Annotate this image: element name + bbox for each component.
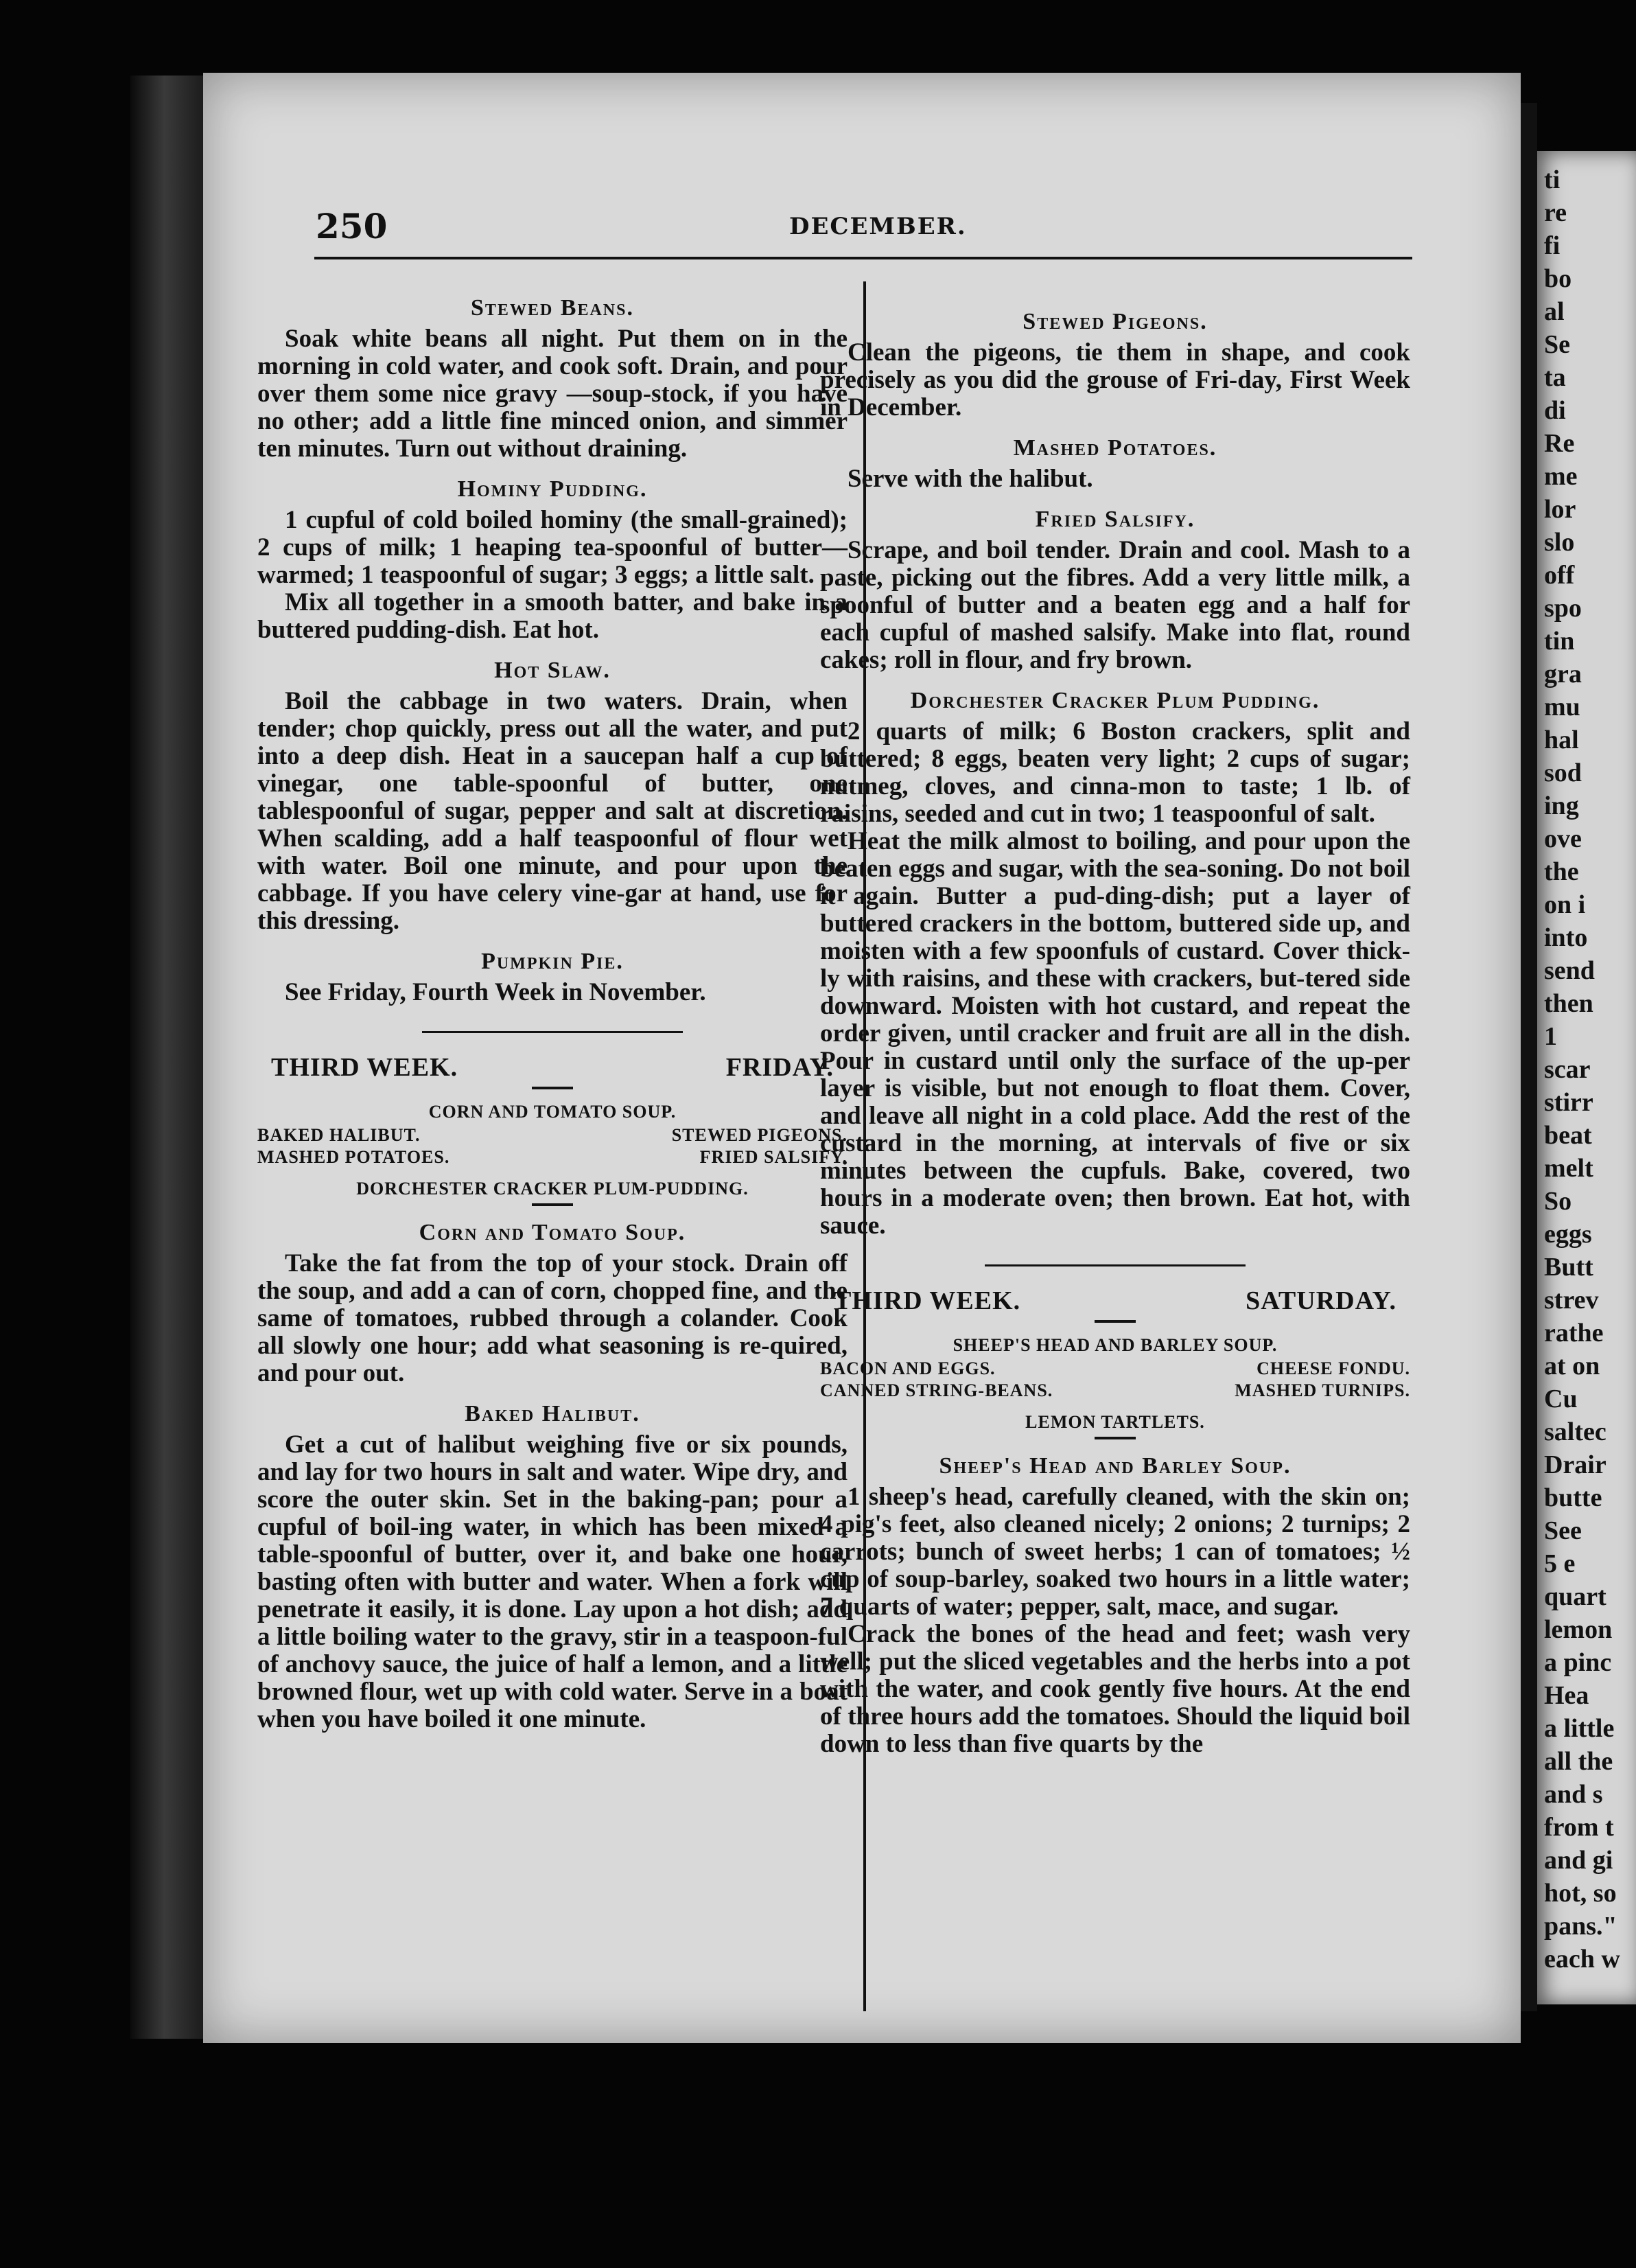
page-fragment-text: on i <box>1544 890 1586 919</box>
page-fragment-text: di <box>1544 396 1566 425</box>
menu-item: FRIED SALSIFY. <box>699 1147 848 1167</box>
book-binding <box>130 76 206 2039</box>
short-divider <box>532 1203 573 1206</box>
recipe-title: Pumpkin Pie. <box>481 949 624 974</box>
recipe-text: Heat the milk almost to boiling, and pour upon the beaten eggs and sugar, with the sea-soning. Do not boil it again. Butter a pud-ding-dish; put a layer of buttered crackers in the bottom, buttered side up, and moisten with a few spoonfuls of custard. Cover thick-ly with raisins, and these with crackers, but-tered side downward. Moisten with hot custard, and repeat the order given, until cracker and fruit are all in the dish. Pour in custard until only the surface of the up-per layer is visible, but not enough to float them. Cover, and leave all night in a cold place. Add the rest of the custard in the morning, at intervals of five or six minutes between the cupfuls. Bake, covered, two hours in a moderate oven; then brown. Eat hot, with sauce. <box>820 827 1410 1240</box>
page-fragment-text: quart <box>1544 1582 1606 1611</box>
page-fragment-text: ing <box>1544 791 1579 820</box>
menu-item: MASHED TURNIPS. <box>1235 1380 1410 1400</box>
recipe-title: Hominy Pudding. <box>457 476 648 502</box>
right-column <box>820 295 1410 1758</box>
section-divider <box>422 1031 683 1033</box>
page-fragment-text: eggs <box>1544 1220 1592 1249</box>
recipe-text: Mix all together in a smooth batter, and bake in a buttered pudding-dish. Eat hot. <box>257 588 848 644</box>
page-fragment-text: bo <box>1544 264 1572 293</box>
menu-item: LEMON TARTLETS. <box>1025 1412 1205 1432</box>
page-fragment-text: So <box>1544 1187 1572 1216</box>
page-fragment-text: rathe <box>1544 1319 1604 1347</box>
running-title: DECEMBER. <box>789 213 967 240</box>
page-fragment-text: See <box>1544 1516 1582 1545</box>
menu-item: BACON AND EGGS. <box>820 1358 996 1378</box>
page-fragment-text: Butt <box>1544 1253 1593 1282</box>
page-fragment-text: butte <box>1544 1483 1602 1512</box>
recipe-text: Serve with the halibut. <box>848 465 1093 493</box>
week-label: THIRD WEEK. <box>271 1053 458 1082</box>
page-fragment-text: 1 <box>1544 1022 1557 1051</box>
page-fragment-text: Cu <box>1544 1385 1578 1413</box>
page-fragment-text: me <box>1544 462 1578 491</box>
page-fragment-text: melt <box>1544 1154 1593 1183</box>
page-fragment-text: the <box>1544 857 1579 886</box>
page-fragment-text: hal <box>1544 726 1579 754</box>
page-fragment-text: into <box>1544 923 1588 952</box>
recipe-title: Stewed Pigeons. <box>1022 309 1208 334</box>
recipe-text: Take the fat from the top of your stock. Drain off the soup, and add a can of corn, chopped fine, and the same of tomatoes, rubbed through a colander. Cook all slowly one hour; add what seasoning is re-quired, and pour out. <box>257 1249 848 1387</box>
day-menu <box>820 1335 1410 1401</box>
short-divider <box>532 1087 573 1089</box>
page-fragment-text: fi <box>1544 231 1561 260</box>
page-fragment-text: each w <box>1544 1945 1620 1974</box>
short-divider <box>1095 1320 1136 1323</box>
menu-item: CHEESE FONDU. <box>1257 1358 1410 1378</box>
recipe-title: Baked Halibut. <box>465 1401 640 1426</box>
page-fragment-text: 5 e <box>1544 1549 1576 1578</box>
recipe-text: Scrape, and boil tender. Drain and cool. Mash to a paste, picking out the fibres. Add a very little milk, a spoonful of butter and a beaten egg and a half for each cupful of mashed salsify. Make into flat, round cakes; roll in flour, and fry brown. <box>820 536 1410 674</box>
page-fragment-text: send <box>1544 956 1595 985</box>
page-fragment-text: saltec <box>1544 1418 1606 1446</box>
recipe-title: Fried Salsify. <box>1035 507 1195 532</box>
page-fragment-text: all the <box>1544 1747 1613 1776</box>
page-fragment-text: ta <box>1544 363 1566 392</box>
week-label: THIRD WEEK. <box>834 1286 1021 1315</box>
page-fragment-text: at on <box>1544 1352 1600 1380</box>
page-fragment-text: Hea <box>1544 1681 1589 1710</box>
page-fragment-text: pans." <box>1544 1912 1617 1941</box>
menu-item: STEWED PIGEONS. <box>671 1125 848 1145</box>
left-column <box>257 281 848 1733</box>
menu-item: SHEEP'S HEAD AND BARLEY SOUP. <box>953 1335 1278 1355</box>
recipe-title: Stewed Beans. <box>471 295 634 321</box>
menu-item: MASHED POTATOES. <box>257 1147 450 1167</box>
page-fragment-text: lor <box>1544 495 1576 524</box>
menu-item: CORN AND TOMATO SOUP. <box>428 1102 677 1122</box>
page-fragment-text: spo <box>1544 594 1582 623</box>
recipe-title: Hot Slaw. <box>494 658 611 683</box>
page-fragment-text: a pinc <box>1544 1648 1612 1677</box>
page-fragment-text: stirr <box>1544 1088 1593 1117</box>
running-head <box>316 206 1414 247</box>
page-fragment-text: then <box>1544 989 1593 1018</box>
recipe-text: Soak white beans all night. Put them on in the morning in cold water, and cook soft. Drain, and pour over them some nice gravy —soup-stock, if you have no other; add a little fine minced onion, and simmer ten minutes. Turn out without draining. <box>257 325 848 463</box>
page-fragment-text: al <box>1544 297 1565 326</box>
recipe-text: 2 quarts of milk; 6 Boston crackers, split and buttered; 8 eggs, beaten very light; 2 cups of sugar; nutmeg, cloves, and cinna-mon to taste; 1 lb. of raisins, seeded and cut in two; 1 teaspoonful of salt. <box>820 717 1410 828</box>
week-heading <box>834 1286 1397 1316</box>
recipe-title: Sheep's Head and Barley Soup. <box>939 1453 1292 1479</box>
page-fragment-text: re <box>1544 198 1567 227</box>
week-day: SATURDAY. <box>1246 1286 1397 1315</box>
page-fragment-text: and s <box>1544 1780 1603 1809</box>
page-fragment-text: scar <box>1544 1055 1591 1084</box>
recipe-text: See Friday, Fourth Week in November. <box>285 978 706 1006</box>
page-fragment-text: lemon <box>1544 1615 1613 1644</box>
adjacent-page-fragment <box>1537 151 1636 2004</box>
page-fragment-text: mu <box>1544 693 1580 721</box>
header-rule <box>314 257 1412 259</box>
recipe-text: Crack the bones of the head and feet; wash very well; put the sliced vegetables and the herbs into a pot with the water, and cook gently five hours. At the end of three hours add the tomatoes. Should the liquid boil down to less than five quarts by the <box>820 1620 1410 1758</box>
page-fragment-text: from t <box>1544 1813 1614 1842</box>
page-fragment-text: ti <box>1544 165 1561 194</box>
recipe-title: Dorchester Cracker Plum Pudding. <box>910 688 1320 713</box>
page-fragment-text: and gi <box>1544 1846 1613 1875</box>
page-fragment-text: ove <box>1544 824 1582 853</box>
page-fragment-text: a little <box>1544 1714 1615 1743</box>
section-divider <box>985 1264 1246 1266</box>
page-fragment-text: Se <box>1544 330 1570 359</box>
week-day: FRIDAY. <box>725 1053 834 1082</box>
recipe-text: Boil the cabbage in two waters. Drain, when tender; chop quickly, press out all the water, and put into a deep dish. Heat in a saucepan half a cup of vinegar, one table-spoonful of butter, one tablespoonful of sugar, pepper and salt at discretion. When scalding, add a half teaspoonful of flour wet with water. Boil one minute, and pour upon the cabbage. If you have celery vine-gar at hand, use for this dressing. <box>257 687 848 935</box>
recipe-text: 1 sheep's head, carefully cleaned, with the skin on; 4 pig's feet, also cleaned nicely; 2 onions; 2 turnips; 2 carrots; bunch of sweet herbs; 1 can of tomatoes; ½ cup of soup-barley, soaked two hours in a little water; 7 quarts of water; pepper, salt, mace, and sugar. <box>820 1483 1410 1621</box>
short-divider <box>1095 1437 1136 1439</box>
page-fragment-text: hot, so <box>1544 1879 1617 1908</box>
page-fragment-text: beat <box>1544 1121 1592 1150</box>
recipe-text: Get a cut of halibut weighing five or six pounds, and lay for two hours in salt and water. Wipe dry, and score the outer skin. Set in the baking-pan; pour a cupful of boil-ing water, in which has been mixed a table-spoonful of butter, over it, and bake one hour, basting often with butter and water. When a fork will penetrate it easily, it is done. Lay upon a hot dish; add a little boiling water to the gravy, stir in a teaspoon-ful of anchovy sauce, the juice of half a lemon, and a little browned flour, wet up with cold water. Serve in a boat when you have boiled it one minute. <box>257 1431 848 1733</box>
page-fragment-text: tin <box>1544 627 1575 656</box>
week-heading <box>271 1052 834 1083</box>
page-fragment-text: sod <box>1544 759 1582 787</box>
recipe-title: Corn and Tomato Soup. <box>419 1220 686 1245</box>
menu-item: DORCHESTER CRACKER PLUM-PUDDING. <box>356 1179 749 1199</box>
recipe-text: 1 cupful of cold boiled hominy (the small-grained); 2 cups of milk; 1 heaping tea-spoonful of butter—warmed; 1 teaspoonful of sugar; 3 eggs; a little salt. <box>257 506 848 589</box>
page-fragment-text: Re <box>1544 429 1575 458</box>
page-fragment-text: gra <box>1544 660 1582 688</box>
day-menu <box>257 1102 848 1168</box>
recipe-title: Mashed Potatoes. <box>1013 435 1217 461</box>
page-gutter <box>1521 103 1537 2011</box>
page-fragment-text: off <box>1544 561 1575 590</box>
menu-item: BAKED HALIBUT. <box>257 1125 421 1145</box>
page-fragment-text: slo <box>1544 528 1575 557</box>
page-fragment-text: Drair <box>1544 1450 1606 1479</box>
page-fragment-text: strev <box>1544 1286 1599 1315</box>
menu-item: CANNED STRING-BEANS. <box>820 1380 1053 1400</box>
page-number: 250 <box>316 206 388 246</box>
recipe-text: Clean the pigeons, tie them in shape, and cook precisely as you did the grouse of Fri-day, First Week in December. <box>820 338 1410 421</box>
